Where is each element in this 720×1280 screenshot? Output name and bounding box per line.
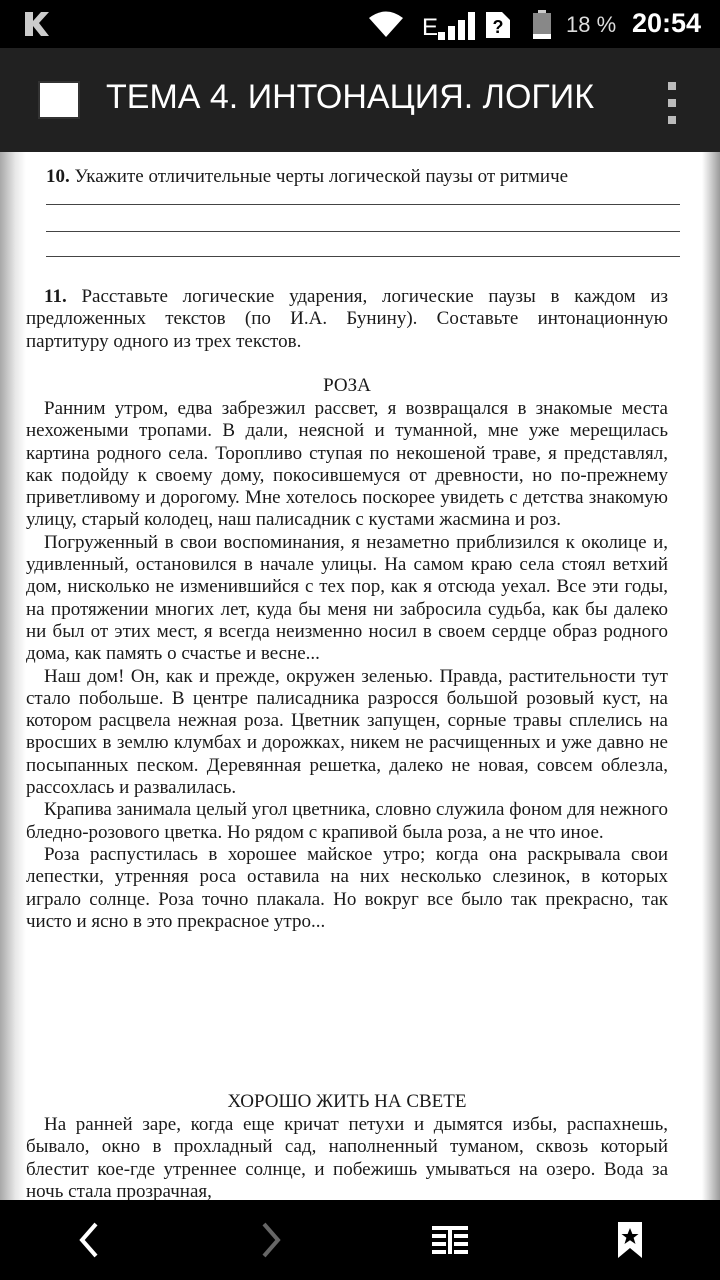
k-app-icon — [22, 10, 50, 38]
bottom-toolbar — [0, 1200, 720, 1280]
paragraph: Крапива занимала целый угол цветника, словно служила фоном для нежного бледно-розового цветка. Но рядом с крапивой была роза, а не что иное. — [26, 799, 668, 843]
clock: 20:54 — [632, 8, 702, 38]
status-bar — [0, 0, 720, 48]
section-title-good-life: ХОРОШО ЖИТЬ НА СВЕТЕ — [227, 1091, 467, 1112]
paragraph: Роза распустилась в хорошее майское утро; когда она раскрывала свои лепестки, утренняя роса оставила на них несколько слезинок, в которых играло солнце. Роза точно плакала. Но вокруг все было так прекрасно, так чисто и ясно в это прекрасное утро... — [26, 843, 668, 932]
paragraph: Ранним утром, едва забрезжил рассвет, я возвращался в знакомые места нехожеными тропами. В дали, неясной и туманной, мне уже мерещилась картина родного села. Торопливо ступая по некошеной траве, я представлял, как подойду к своему дому, покосившемуся от древности, но по-прежнему приветливому и дорогому. Мне хотелось поскорее увидеть с детства знакомую улицу, старый колодец, наш палисадник с кустами жасмина и роз. — [26, 398, 668, 531]
chevron-right-icon[interactable] — [250, 1220, 290, 1260]
answer-line — [46, 231, 680, 232]
task-11 — [26, 286, 668, 353]
rose-text — [26, 398, 668, 933]
overflow-menu-icon[interactable] — [662, 82, 682, 126]
task-10-text: Укажите отличительные черты логической паузы от ритмиче — [74, 166, 569, 187]
section-title-rose: РОЗА — [323, 375, 371, 396]
battery-percent: 18 % — [566, 12, 617, 37]
app-bar — [0, 48, 720, 152]
paragraph: Наш дом! Он, как и прежде, окружен зеленью. Правда, растительности тут стало побольше. В центре палисадника разросся большой розовый куст, на котором расцвела нежная роза. Цветник запущен, сорные травы сплелись на вросших в землю клумбах и дорожках, никем не расчищенных и уже давно не посыпанных песком. Деревянная решетка, далеко не новая, совсем облезла, рассохлась и развалилась. — [26, 665, 668, 799]
table-of-contents-icon[interactable] — [430, 1220, 470, 1260]
bookmark-icon[interactable] — [610, 1220, 650, 1260]
task-10-number: 10. — [46, 166, 70, 187]
signal-icon — [436, 10, 484, 40]
task-11-number: 11. — [44, 286, 67, 307]
task-11-text: Расставьте логические ударения, логические паузы в каждом из предложенных текстов (по И.А. Бунину). Составьте интонационную партитуру одного из трех текстов. — [26, 286, 669, 352]
answer-line — [46, 204, 680, 205]
paragraph: На ранней заре, когда еще кричат петухи и дымятся избы, распахнешь, бывало, окно в прохладный сад, наполненный туманом, сквозь который блестит кое-где утреннее солнце, и побежишь умываться на озеро. Вода за ночь стала прозрачная, — [26, 1114, 668, 1200]
network-type-label: E — [422, 14, 439, 41]
chevron-left-icon[interactable] — [70, 1220, 110, 1260]
book-cover-icon[interactable] — [38, 81, 80, 119]
page-left-edge — [0, 152, 26, 1200]
page-title: ТЕМА 4. ИНТОНАЦИЯ. ЛОГИК — [106, 78, 595, 116]
reader-page[interactable] — [0, 152, 720, 1200]
page-right-edge — [702, 152, 720, 1200]
task-10 — [46, 166, 680, 188]
answer-line — [46, 256, 680, 257]
no-sim-icon — [484, 10, 512, 40]
wifi-icon — [368, 10, 404, 38]
paragraph: Погруженный в свои воспоминания, я незаметно приблизился к околице и, удивленный, остановился в начале улицы. На самом краю села стоял ветхий дом, нисколько не изменившийся с тех пор, как я отсюда уехал. Все эти годы, на протяжении многих лет, куда бы меня ни забросила судьба, как бы далеко ни был от этих мест, я всегда неизменно носил в своем сердце образ родного дома, как память о счастье и весне... — [26, 531, 668, 665]
good-life-text — [26, 1114, 668, 1200]
battery-icon — [532, 10, 552, 40]
svg-text:?: ? — [492, 17, 504, 37]
